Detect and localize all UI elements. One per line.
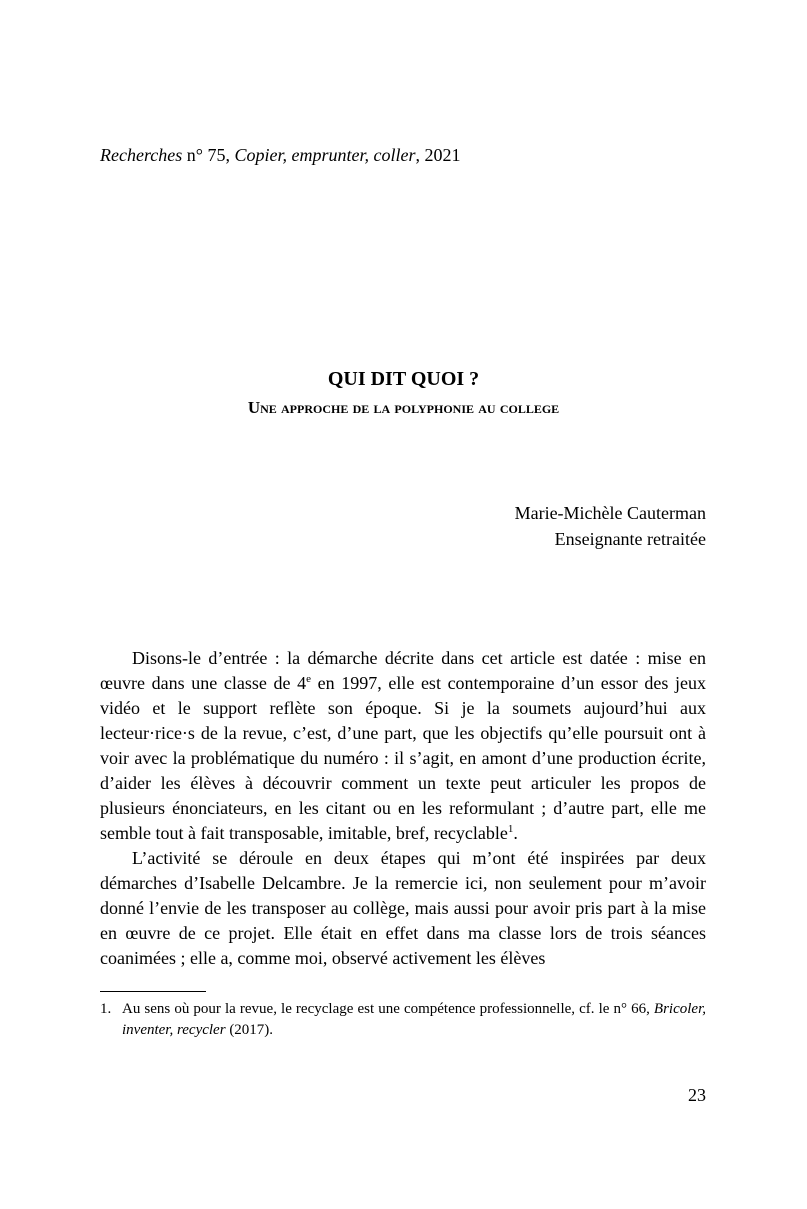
paragraph-1-text-cont: en 1997, elle est contemporaine d’un essor des jeux vidéo et le support reflète son époque. Si je la soumets aujourd’hui aux lecteur·rice·s de la revue, c’est, d’une part, que les objectifs qu’elle poursuit ont à voir avec la problématique du numéro : il s’agit, en amont d’une production écrite, d’aider les élèves à découvrir comment un texte peut articuler les propos de plusieurs énonciateurs, en les citant ou en les reformulant ; d’autre part, elle me semble tout à fait transposable, imitable, bref, recyclable bbox=[100, 673, 707, 843]
author-name: Marie-Michèle Cauterman bbox=[514, 503, 706, 523]
article-body bbox=[100, 646, 706, 971]
author-role: Enseignante retraitée bbox=[554, 529, 706, 549]
paragraph-1 bbox=[100, 646, 706, 846]
footnote-ref[interactable]: 1 bbox=[507, 823, 514, 835]
page-number: 23 bbox=[688, 1085, 706, 1105]
article-title: QUI DIT QUOI ? bbox=[327, 368, 480, 390]
paragraph-1-end: . bbox=[513, 823, 518, 843]
ordinal-superscript: e bbox=[306, 673, 311, 685]
footnote-divider bbox=[100, 991, 206, 992]
issue-year: , 2021 bbox=[415, 145, 461, 165]
footnote-number: 1. bbox=[100, 1001, 112, 1017]
footnote-end: (2017). bbox=[225, 1022, 274, 1038]
issue-theme: Copier, emprunter, coller bbox=[234, 145, 416, 165]
footnote-body: Au sens où pour la revue, le recyclage est une compétence professionnelle, cf. le n° 66, bbox=[122, 1001, 654, 1017]
journal-name: Recherches bbox=[100, 145, 183, 165]
running-header bbox=[100, 145, 460, 166]
footnote-cited-title: Bricoler, inventer, recycler bbox=[122, 1001, 706, 1038]
footnote-text bbox=[100, 999, 706, 1041]
author-block bbox=[515, 500, 706, 552]
article-subtitle: Une approche de la polyphonie au college bbox=[247, 398, 560, 417]
issue-number: n° 75, bbox=[182, 145, 235, 165]
paragraph-1-text: Disons-le d’entrée : la démarche décrite dans cet article est datée : mise en œuvre dans une classe de 4 bbox=[100, 648, 706, 693]
paragraph-2: L’activité se déroule en deux étapes qui m’ont été inspirées par deux démarches d’Isabelle Delcambre. Je la remercie ici, non seulement pour m’avoir donné l’envie de les transposer au collège, mais aussi pour avoir pris part à la mise en œuvre de ce projet. Elle était en effet dans ma classe lors de trois séances coanimées ; elle a, comme moi, observé activement les élèves bbox=[100, 848, 706, 968]
footnote-1 bbox=[100, 999, 706, 1041]
